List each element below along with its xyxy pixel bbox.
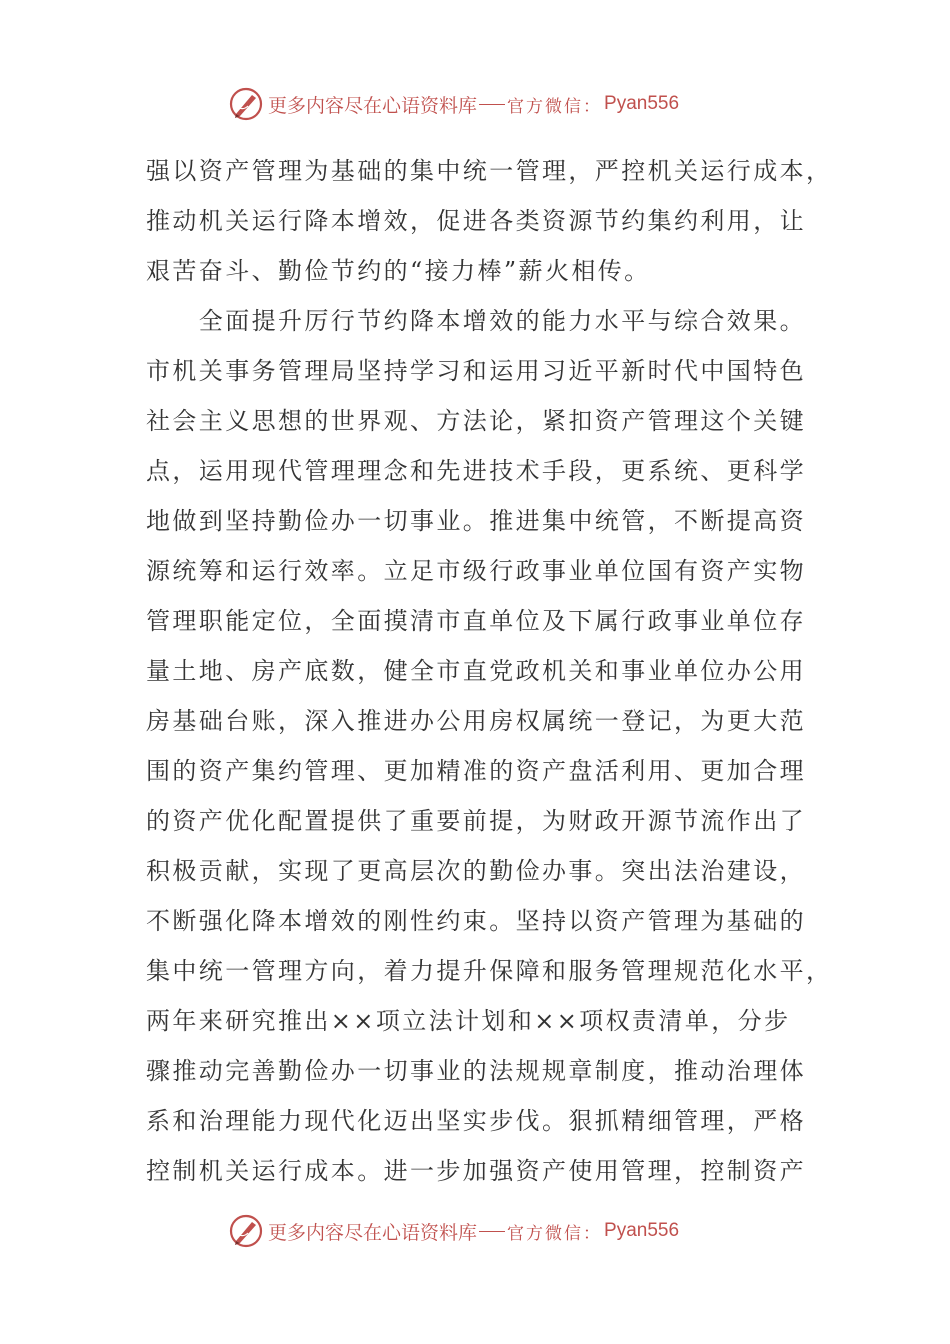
text-line: 市机关事务管理局坚持学习和运用习近平新时代中国特色 <box>146 357 806 385</box>
text-line: 不断强化降本增效的刚性约束。坚持以资产管理为基础的 <box>146 907 806 935</box>
text-line: 量土地、房产底数，健全市直党政机关和事业单位办公用 <box>146 657 806 685</box>
text-line: 点，运用现代管理理念和先进技术手段，更系统、更科学 <box>146 457 806 485</box>
text-line: 推动机关运行降本增效，促进各类资源节约集约利用，让 <box>146 207 806 235</box>
footer-wechat-label: 官方微信： <box>507 1223 603 1244</box>
pen-logo-icon <box>228 86 264 122</box>
text-line: 社会主义思想的世界观、方法论，紧扣资产管理这个关键 <box>146 407 806 435</box>
text-line: 全面提升厉行节约降本增效的能力水平与综合效果。 <box>146 307 806 335</box>
footer-banner <box>228 1211 679 1251</box>
text-line: 地做到坚持勤俭办一切事业。推进集中统管，不断提高资 <box>146 507 806 535</box>
text-line: 管理职能定位，全面摸清市直单位及下属行政事业单位存 <box>146 607 806 635</box>
text-line: 房基础台账，深入推进办公用房权属统一登记，为更大范 <box>146 707 806 735</box>
text-line: 强以资产管理为基础的集中统一管理，严控机关运行成本， <box>146 157 833 185</box>
text-line: 骤推动完善勤俭办一切事业的法规规章制度，推动治理体 <box>146 1057 806 1085</box>
text-line: 积极贡献，实现了更高层次的勤俭办事。突出法治建设， <box>146 857 806 885</box>
text-line: 两年来研究推出××项立法计划和××项权责清单，分步 <box>146 1007 791 1035</box>
footer-promo-text: 更多内容尽在心语资料库 <box>268 1221 478 1244</box>
text-line: 围的资产集约管理、更加精准的资产盘活利用、更加合理 <box>146 757 806 785</box>
text-line: 的资产优化配置提供了重要前提，为财政开源节流作出了 <box>146 807 806 835</box>
footer-wechat-id: Pyan556 <box>604 1220 680 1241</box>
text-line: 控制机关运行成本。进一步加强资产使用管理，控制资产 <box>146 1157 806 1185</box>
text-line: 系和治理能力现代化迈出坚实步伐。狠抓精细管理，严格 <box>146 1107 806 1135</box>
pen-logo-icon <box>228 1213 264 1249</box>
document-body <box>146 146 833 1196</box>
header-promo-text: 更多内容尽在心语资料库 <box>268 94 478 117</box>
header-banner <box>228 84 679 124</box>
footer-dash <box>479 1231 505 1232</box>
header-wechat-label: 官方微信： <box>507 96 603 117</box>
text-line: 集中统一管理方向，着力提升保障和服务管理规范化水平， <box>146 957 833 985</box>
text-line: 源统筹和运行效率。立足市级行政事业单位国有资产实物 <box>146 557 806 585</box>
header-dash <box>479 104 505 105</box>
header-wechat-id: Pyan556 <box>604 93 680 114</box>
text-line: 艰苦奋斗、勤俭节约的“接力棒”薪火相传。 <box>146 257 651 285</box>
